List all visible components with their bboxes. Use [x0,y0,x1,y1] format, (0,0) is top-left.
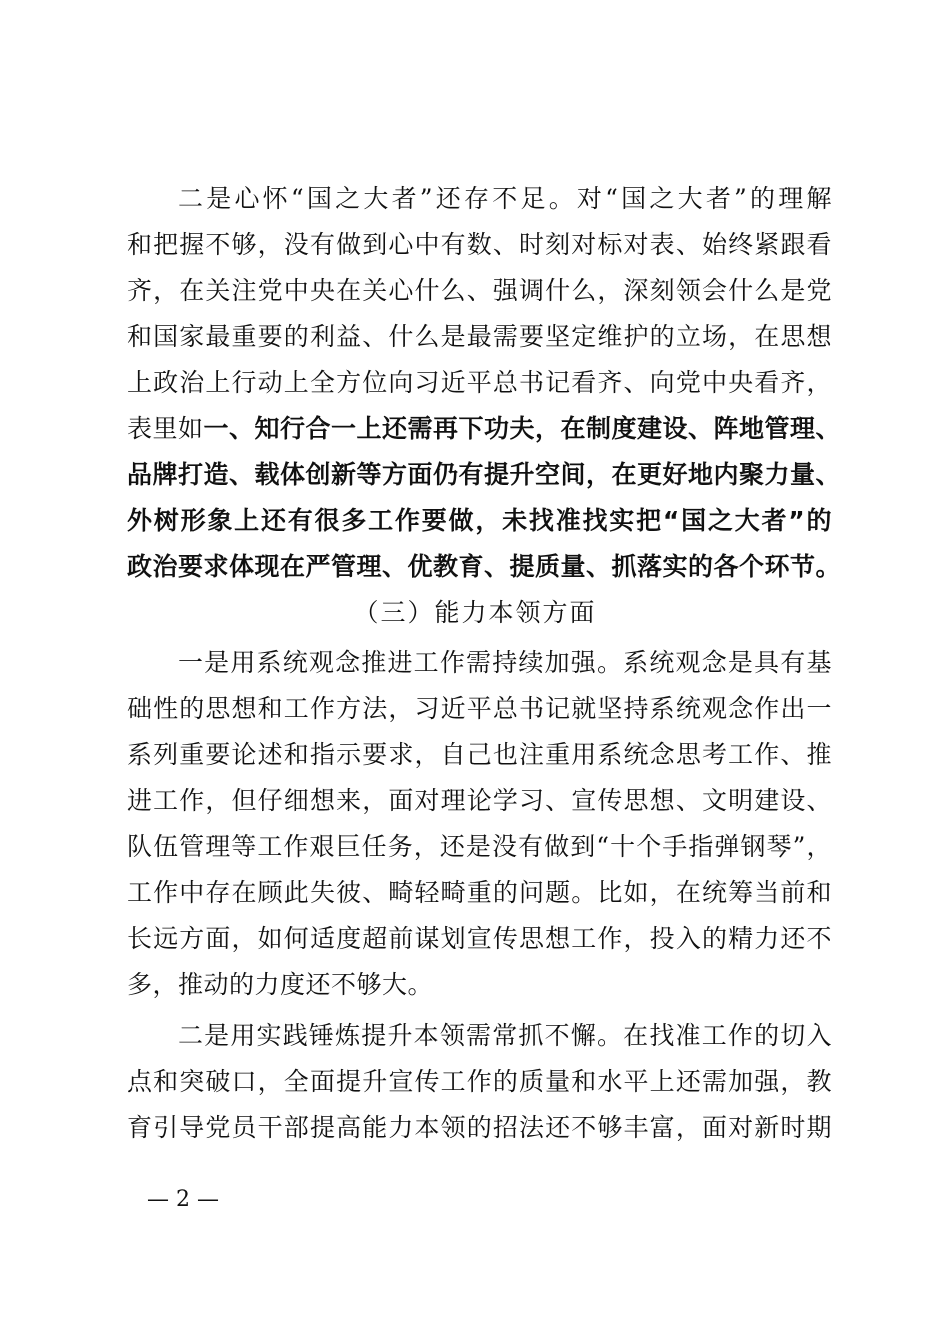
paragraph-line: 多，推动的力度还不够大。 [127,970,434,999]
paragraph-line: 长远方面，如何适度超前谋划宣传思想工作，投入的精力还不 [127,924,832,953]
paragraph-line: 点和突破口，全面提升宣传工作的质量和水平上还需加强，教 [127,1067,832,1096]
paragraph-line: 进工作，但仔细想来，面对理论学习、宣传思想、文明建设、 [127,786,832,815]
paragraph-line: 和国家最重要的利益、什么是最需要坚定维护的立场，在思想 [127,322,832,351]
bold-text: 一、知行合一上还需再下功夫，在制度建设、阵地管理、 [203,414,842,443]
paragraph-line: 二是用实践锤炼提升本领需常抓不懈。在找准工作的切入 [178,1021,832,1050]
bold-paragraph-line: 品牌打造、载体创新等方面仍有提升空间，在更好地内聚力量、 [127,460,842,489]
page-number: — 2 — [147,1187,219,1212]
section-heading: （三）能力本领方面 [353,598,597,627]
plain-text: 表里如 [127,414,204,443]
paragraph-line: 一是用系统观念推进工作需持续加强。系统观念是具有基 [178,648,832,677]
paragraph-line: 系列重要论述和指示要求，自己也注重用系统念思考工作、推 [127,740,832,769]
paragraph-line: 上政治上行动上全方位向习近平总书记看齐、向党中央看齐， [127,368,832,397]
paragraph-line: 队伍管理等工作艰巨任务，还是没有做到“十个手指弹钢琴”， [127,832,832,861]
paragraph-line-mixed [127,406,842,452]
paragraph-line: 齐，在关注党中央在关心什么、强调什么，深刻领会什么是党 [127,276,832,305]
paragraph-line: 育引导党员干部提高能力本领的招法还不够丰富，面对新时期 [127,1113,832,1142]
paragraph-line: 二是心怀“国之大者”还存不足。对“国之大者”的理解 [178,184,832,213]
paragraph-line: 工作中存在顾此失彼、畸轻畸重的问题。比如，在统筹当前和 [127,878,832,907]
paragraph-line: 和把握不够，没有做到心中有数、时刻对标对表、始终紧跟看 [127,230,832,259]
bold-paragraph-line: 外树形象上还有很多工作要做，未找准找实把“国之大者”的 [127,506,832,535]
bold-paragraph-line: 政治要求体现在严管理、优教育、提质量、抓落实的各个环节。 [127,552,842,581]
paragraph-line: 础性的思想和工作方法，习近平总书记就坚持系统观念作出一 [127,694,832,723]
